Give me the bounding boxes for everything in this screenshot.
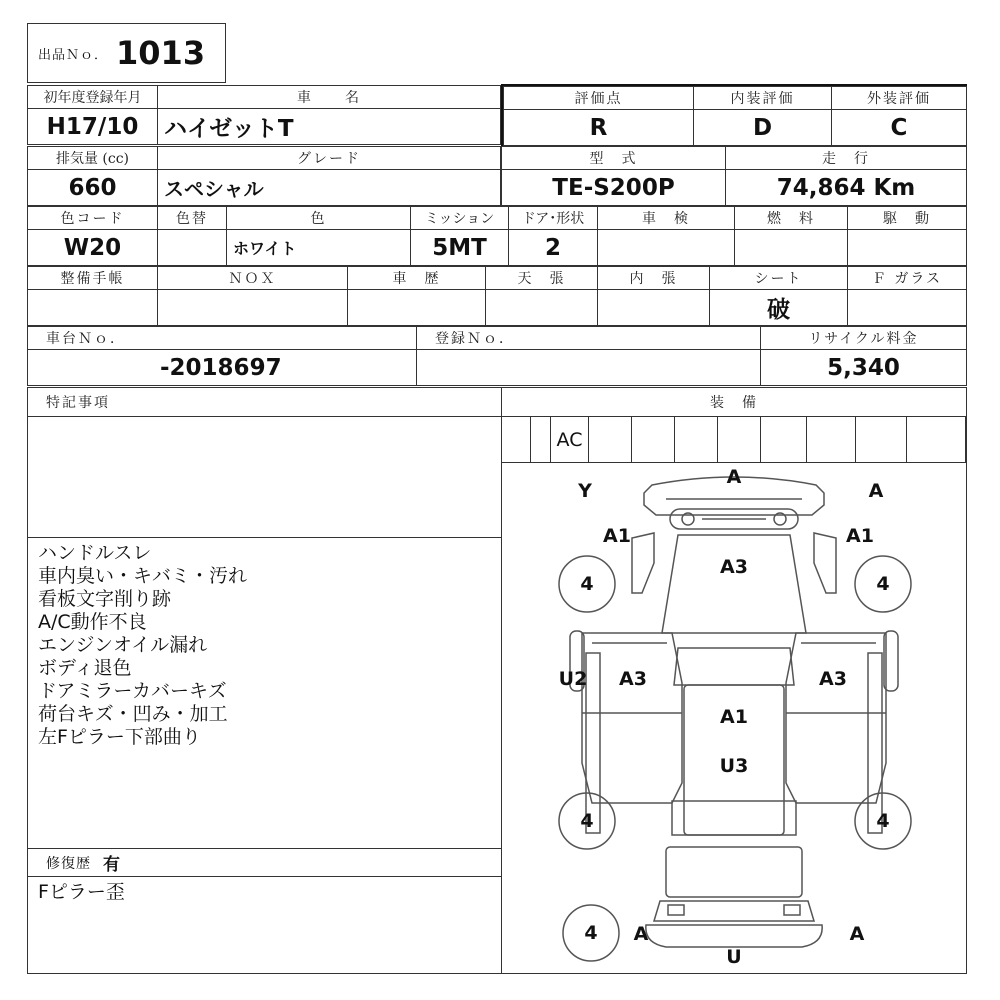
lot-number-label: 出品Ｎｏ．: [38, 47, 109, 63]
interior-score-value: D: [693, 109, 832, 146]
header-car-name: 車 名: [157, 85, 501, 109]
damage-front-left: Y: [578, 480, 592, 502]
equipment-cell: [550, 416, 589, 463]
header-interior-lining: 内 張: [597, 266, 710, 290]
tire-rear-right-depth: 4: [876, 810, 890, 832]
color-value: ホワイト: [226, 229, 411, 266]
note-line: ドアミラーカバーキズ: [38, 680, 227, 702]
header-roof-lining: 天 張: [485, 266, 598, 290]
note-line: ハンドルスレ: [38, 542, 152, 564]
car-name-value: ハイゼットT: [157, 108, 501, 145]
tire-front-left-depth: 4: [580, 573, 594, 595]
equipment-cells: [530, 416, 966, 463]
header-transmission: ミッション: [410, 206, 509, 230]
header-front-glass: Ｆ ガラス: [847, 266, 967, 290]
equipment-cell: [760, 416, 807, 463]
tire-spare-depth: 4: [584, 922, 598, 944]
equipment-ac: AC: [556, 428, 583, 451]
damage-bed-1: A1: [720, 706, 748, 728]
grade-value: スペシャル: [157, 169, 501, 206]
header-displacement: 排気量 (cc): [27, 146, 158, 170]
header-doors: ドア･形状: [508, 206, 598, 230]
service-book-value: [27, 289, 158, 326]
repair-history-value: 有: [103, 855, 120, 875]
header-registration-no: 登録Ｎｏ．: [416, 326, 761, 350]
header-fuel: 燃 料: [734, 206, 848, 230]
equipment-cell: [855, 416, 907, 463]
score-value: R: [503, 109, 694, 146]
drive-value: [847, 229, 967, 266]
damage-front-center: A: [726, 466, 742, 488]
header-color: 色: [226, 206, 411, 230]
damage-right-pillar: A1: [846, 525, 874, 547]
repair-history-label: 修復歴: [46, 855, 91, 872]
equipment-cell: [530, 416, 551, 463]
damage-roof: A3: [720, 556, 748, 578]
note-line: 看板文字削り跡: [38, 588, 172, 610]
transmission-value: 5MT: [410, 229, 509, 266]
doors-value: 2: [508, 229, 598, 266]
damage-left-door-u: U2: [558, 668, 588, 690]
header-score: 評価点: [503, 86, 694, 110]
header-seat: シート: [709, 266, 848, 290]
special-notes-top: [27, 416, 502, 538]
header-history: 車 歴: [347, 266, 486, 290]
equipment-cell: [806, 416, 856, 463]
recycle-fee-value: 5,340: [760, 349, 967, 386]
model-value: TE-S200P: [501, 169, 726, 206]
header-service-book: 整備手帳: [27, 266, 158, 290]
first-registration-value: H17/10: [27, 108, 158, 145]
repair-history-detail: Fピラー歪: [38, 881, 125, 903]
score-block: [501, 84, 967, 146]
front-glass-value: [847, 289, 967, 326]
displacement-value: 660: [27, 169, 158, 206]
header-chassis-no: 車台Ｎｏ．: [27, 326, 417, 350]
damage-rear-left: A: [633, 923, 649, 945]
damage-right-door: A3: [819, 668, 847, 690]
mileage-value: 74,864 Km: [725, 169, 967, 206]
header-interior-score: 内装評価: [693, 86, 832, 110]
header-mileage: 走 行: [725, 146, 967, 170]
lot-number-value: 1013: [116, 34, 206, 72]
header-equipment: 装 備: [501, 387, 967, 417]
header-repaint: 色替: [157, 206, 227, 230]
color-code-value: W20: [27, 229, 158, 266]
header-special-notes: 特記事項: [27, 387, 502, 417]
repair-history-header: [27, 848, 502, 877]
roof-lining-value: [485, 289, 598, 326]
history-value: [347, 289, 486, 326]
lot-number-box: [27, 23, 226, 83]
header-drive: 駆 動: [847, 206, 967, 230]
header-nox: ＮＯＸ: [157, 266, 348, 290]
damage-front-right: A: [868, 480, 884, 502]
nox-value: [157, 289, 348, 326]
note-line: 左Fピラー下部曲り: [38, 726, 201, 748]
chassis-no-value: -2018697: [27, 349, 417, 386]
special-notes-list: [27, 537, 502, 849]
header-color-code: 色コード: [27, 206, 158, 230]
equipment-cell: [906, 416, 966, 463]
seat-value: 破: [709, 289, 848, 326]
note-line: A/C動作不良: [38, 611, 147, 633]
note-line: エンジンオイル漏れ: [38, 634, 208, 656]
equipment-cell: [588, 416, 632, 463]
damage-diagram-area: [501, 462, 967, 974]
repair-history-detail-box: [27, 876, 502, 974]
tire-front-right-depth: 4: [876, 573, 890, 595]
equipment-cell: [717, 416, 761, 463]
damage-bed-2: U3: [719, 755, 749, 777]
note-line: ボディ退色: [38, 657, 132, 679]
damage-rear-center: U: [726, 946, 742, 968]
tire-rear-left-depth: 4: [580, 810, 594, 832]
header-grade: グレード: [157, 146, 501, 170]
damage-left-door: A3: [619, 668, 647, 690]
equipment-cell: [631, 416, 675, 463]
note-line: 車内臭い・キバミ・汚れ: [38, 565, 248, 587]
exterior-score-value: C: [831, 109, 967, 146]
repaint-value: [157, 229, 227, 266]
interior-lining-value: [597, 289, 710, 326]
header-recycle-fee: リサイクル料金: [760, 326, 967, 350]
note-line: 荷台キズ・凹み・加工: [38, 703, 228, 725]
damage-rear-right: A: [849, 923, 865, 945]
header-first-registration: 初年度登録年月: [27, 85, 158, 109]
registration-no-value: [416, 349, 761, 386]
fuel-value: [734, 229, 848, 266]
header-inspection: 車 検: [597, 206, 735, 230]
inspection-value: [597, 229, 735, 266]
header-model: 型 式: [501, 146, 726, 170]
equipment-cell: [674, 416, 718, 463]
damage-left-pillar: A1: [603, 525, 631, 547]
header-exterior-score: 外装評価: [831, 86, 967, 110]
